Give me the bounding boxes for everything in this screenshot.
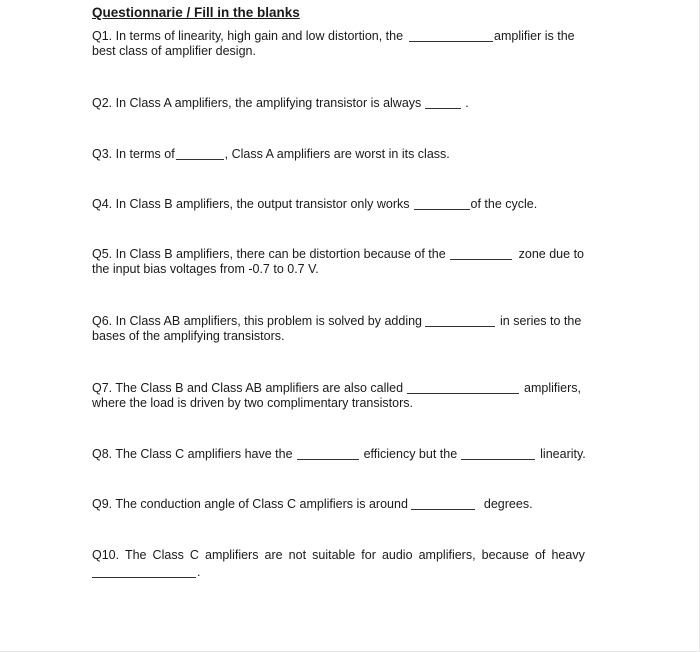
q5-text-line2: the input bias voltages from -0.7 to 0.7 V. bbox=[92, 262, 319, 276]
q10-text-after: . bbox=[197, 565, 201, 579]
q4-text-after: of the cycle. bbox=[470, 197, 538, 211]
q1-blank[interactable] bbox=[409, 30, 493, 42]
q8-blank-2[interactable] bbox=[461, 448, 535, 460]
q3-blank[interactable] bbox=[176, 148, 224, 160]
q7-text-after: amplifiers, bbox=[524, 381, 581, 395]
q2-blank[interactable] bbox=[425, 97, 461, 109]
q2-text-before: Q2. In Class A amplifiers, the amplifying transistor is always bbox=[92, 96, 422, 110]
q1-text-line2: best class of amplifier design. bbox=[92, 44, 256, 58]
q10-blank[interactable] bbox=[92, 566, 196, 578]
question-4 bbox=[92, 197, 608, 212]
q9-text-before: Q9. The conduction angle of Class C amplifiers is around bbox=[92, 497, 408, 511]
question-3 bbox=[92, 147, 608, 162]
question-8 bbox=[92, 447, 608, 462]
question-9 bbox=[92, 497, 608, 512]
question-6 bbox=[92, 314, 608, 344]
q7-text-line2: where the load is driven by two complimentary transistors. bbox=[92, 396, 413, 410]
q5-text-before: Q5. In Class B amplifiers, there can be distortion because of the bbox=[92, 247, 446, 261]
q1-text-before: Q1. In terms of linearity, high gain and low distortion, the bbox=[92, 29, 404, 43]
question-10 bbox=[92, 548, 608, 580]
q6-text-after: in series to the bbox=[500, 314, 582, 328]
q9-blank[interactable] bbox=[411, 498, 475, 510]
q3-text-before: Q3. In terms of bbox=[92, 147, 175, 161]
page-title: Questionnarie / Fill in the blanks bbox=[92, 5, 300, 20]
q8-text-after: linearity. bbox=[540, 447, 586, 461]
q7-text-before: Q7. The Class B and Class AB amplifiers are also called bbox=[92, 381, 404, 395]
q5-blank[interactable] bbox=[450, 248, 512, 260]
q6-text-line2: bases of the amplifying transistors. bbox=[92, 329, 285, 343]
q6-blank[interactable] bbox=[425, 315, 495, 327]
q6-text-before: Q6. In Class AB amplifiers, this problem is solved by adding bbox=[92, 314, 423, 328]
q2-text-after: . bbox=[465, 96, 469, 110]
q8-text-before: Q8. The Class C amplifiers have the bbox=[92, 447, 293, 461]
q7-blank[interactable] bbox=[407, 382, 519, 394]
q1-text-after: amplifier is the bbox=[494, 29, 575, 43]
question-5 bbox=[92, 247, 608, 277]
question-7 bbox=[92, 381, 608, 411]
question-2 bbox=[92, 96, 608, 111]
q10-text-line1: Q10. The Class C amplifiers are not suitable for audio amplifiers, because of heavy bbox=[92, 548, 585, 562]
q9-text-after: degrees. bbox=[483, 497, 533, 511]
q8-text-middle: efficiency but the bbox=[363, 447, 458, 461]
q4-text-before: Q4. In Class B amplifiers, the output transistor only works bbox=[92, 197, 410, 211]
q8-blank-1[interactable] bbox=[297, 448, 359, 460]
q3-text-after: , Class A amplifiers are worst in its class. bbox=[224, 147, 450, 161]
q4-blank[interactable] bbox=[414, 198, 470, 210]
question-1 bbox=[92, 29, 608, 59]
q5-text-after: zone due to bbox=[518, 247, 584, 261]
